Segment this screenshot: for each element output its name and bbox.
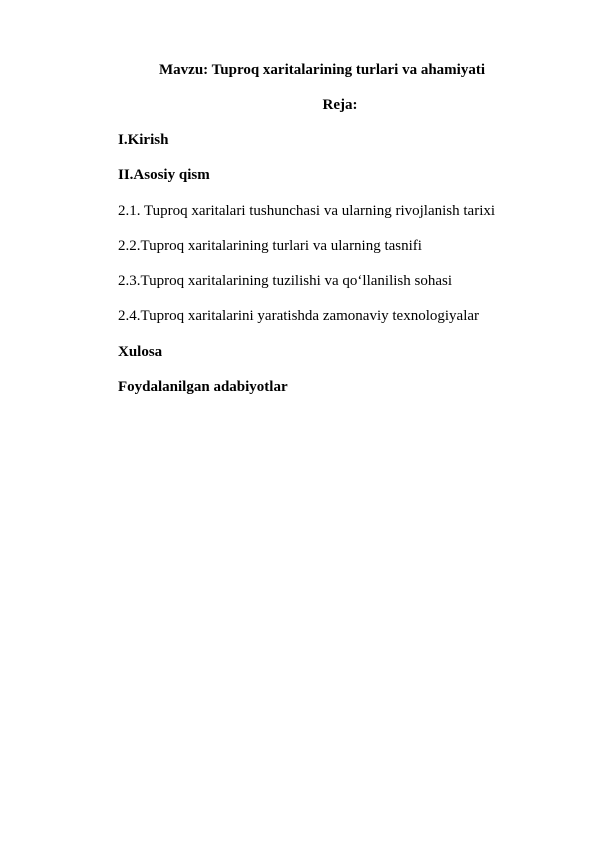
plan-item-introduction: I.Kirish — [118, 132, 169, 148]
plan-item-conclusion: Xulosa — [118, 344, 163, 360]
document-title: Mavzu: Tuproq xaritalarining turlari va ahamiyati — [159, 62, 485, 78]
plan-heading: Reja: — [322, 97, 358, 113]
plan-item-2-4: 2.4.Tuproq xaritalarini yaratishda zamonaviy texnologiyalar — [118, 308, 480, 324]
plan-item-references: Foydalanilgan adabiyotlar — [118, 379, 288, 395]
plan-item-main-part: II.Asosiy qism — [118, 167, 210, 183]
plan-item-2-1: 2.1. Tuproq xaritalari tushunchasi va ularning rivojlanish tarixi — [118, 203, 496, 219]
plan-item-2-2: 2.2.Tuproq xaritalarining turlari va ularning tasnifi — [118, 238, 422, 254]
plan-item-2-3: 2.3.Tuproq xaritalarining tuzilishi va qo‘llanilish sohasi — [118, 273, 452, 289]
